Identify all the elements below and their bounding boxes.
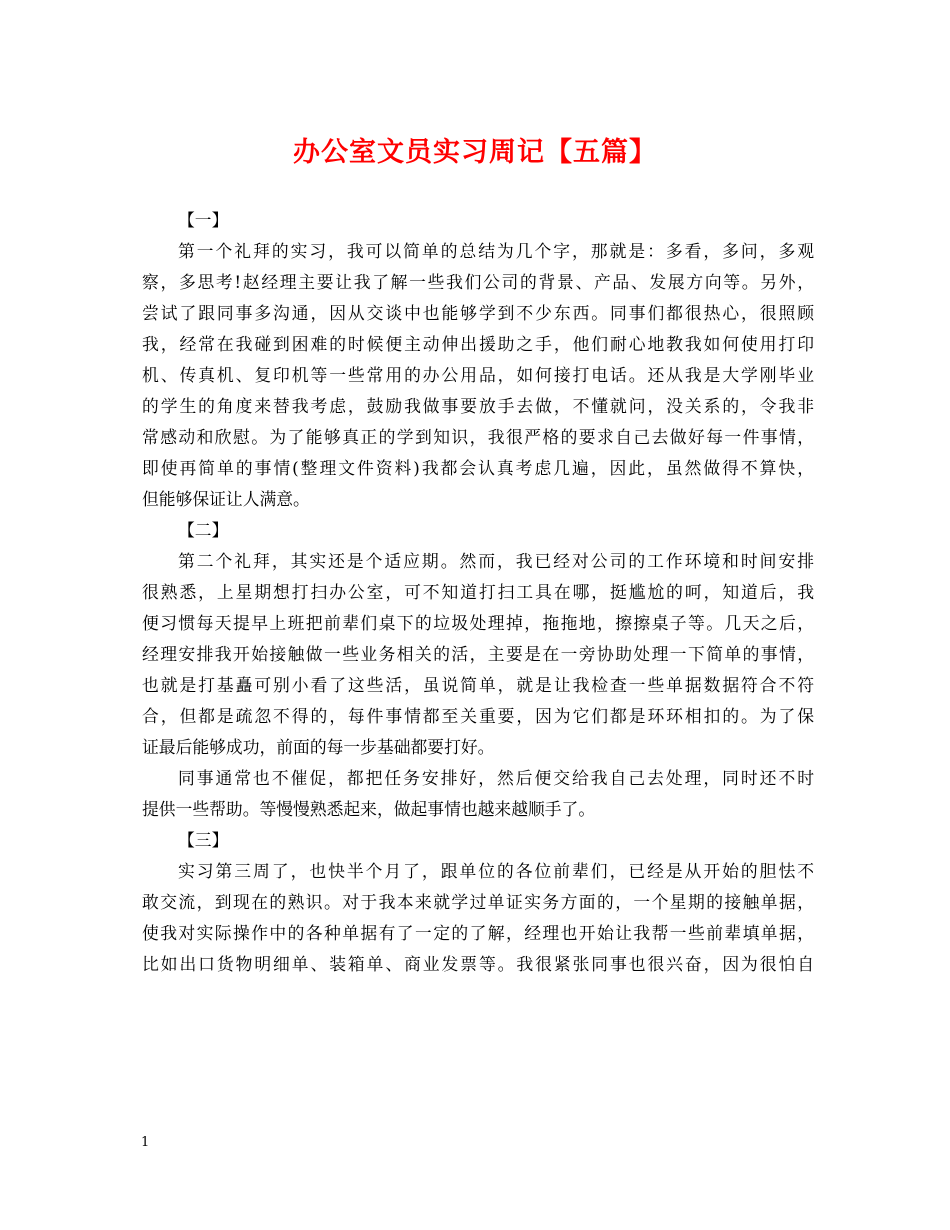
paragraph-line: 经理安排我开始接触做一些业务相关的活，主要是在一旁协助处理一下简单的事情， [142, 644, 814, 664]
paragraph-line: 尝试了跟同事多沟通，因从交谈中也能够学到不少东西。同事们都很热心，很照顾 [142, 303, 814, 323]
paragraph-line: 很熟悉，上星期想打扫办公室，可不知道打扫工具在哪，挺尴尬的呵，知道后，我 [142, 582, 814, 602]
paragraph-line: 察，多思考!赵经理主要让我了解一些我们公司的背景、产品、发展方向等。另外， [142, 272, 814, 292]
paragraph-line: 即使再简单的事情(整理文件资料)我都会认真考虑几遍，因此，虽然做得不算快， [142, 458, 814, 478]
paragraph-line: 也就是打基矗可别小看了这些活，虽说简单，就是让我检查一些单据数据符合不符 [142, 675, 814, 695]
paragraph-line: 实习第三周了，也快半个月了，跟单位的各位前辈们，已经是从开始的胆怯不 [178, 861, 814, 881]
paragraph-line: 我，经常在我碰到困难的时候便主动伸出援助之手，他们耐心地教我如何使用打印 [142, 334, 814, 354]
section-heading: 【三】 [178, 830, 229, 850]
paragraph-line: 常感动和欣慰。为了能够真正的学到知识，我很严格的要求自己去做好每一件事情， [142, 427, 814, 447]
document-title: 办公室文员实习周记【五篇】 [293, 137, 657, 168]
paragraph-line: 第一个礼拜的实习，我可以简单的总结为几个字，那就是：多看，多问，多观 [178, 241, 814, 261]
paragraph-line: 机、传真机、复印机等一些常用的办公用品，如何接打电话。还从我是大学刚毕业 [142, 365, 814, 385]
document-body [142, 205, 814, 980]
paragraph-line: 使我对实际操作中的各种单据有了一定的了解，经理也开始让我帮一些前辈填单据， [142, 923, 814, 943]
paragraph-line: 证最后能够成功，前面的每一步基础都要打好。 [142, 737, 495, 757]
section-heading: 【一】 [178, 210, 229, 230]
paragraph-line: 的学生的角度来替我考虑，鼓励我做事要放手去做，不懂就问，没关系的，令我非 [142, 396, 814, 416]
paragraph-line: 提供一些帮助。等慢慢熟悉起来，做起事情也越来越顺手了。 [142, 799, 596, 819]
section-heading: 【二】 [178, 520, 229, 540]
paragraph-line: 第二个礼拜，其实还是个适应期。然而，我已经对公司的工作环境和时间安排 [178, 551, 814, 571]
paragraph-line: 合，但都是疏忽不得的，每件事情都至关重要，因为它们都是环环相扣的。为了保 [142, 706, 814, 726]
paragraph-line: 比如出口货物明细单、装箱单、商业发票等。我很紧张同事也很兴奋，因为很怕自 [142, 954, 814, 974]
paragraph-line: 但能够保证让人满意。 [142, 489, 310, 509]
paragraph-line: 同事通常也不催促，都把任务安排好，然后便交给我自己去处理，同时还不时 [178, 768, 814, 788]
paragraph-line: 敢交流，到现在的熟识。对于我本来就学过单证实务方面的，一个星期的接触单据， [142, 892, 814, 912]
page-number: 1 [141, 1135, 150, 1150]
paragraph-line: 便习惯每天提早上班把前辈们桌下的垃圾处理掉，拖拖地，擦擦桌子等。几天之后， [142, 613, 814, 633]
